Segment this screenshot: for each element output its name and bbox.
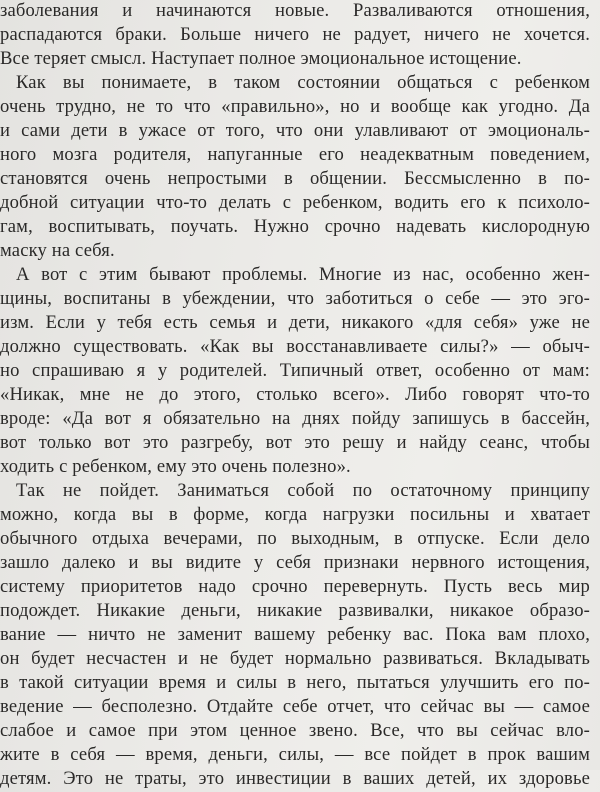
text-line: зашло далеко и вы видите у себя признаки нервного истощения, xyxy=(0,552,590,573)
text-line: Все теряет смысл. Наступает полное эмоциональное истощение. xyxy=(0,48,522,69)
text-line: изм. Если у тебя есть семья и дети, никакого «для себя» уже не xyxy=(0,312,590,333)
text-line: ведение — бесполезно. Отдайте себе отчет, что сейчас вы — самое xyxy=(0,696,590,717)
text-line: в такой ситуации время и силы в него, пытаться улучшить его по- xyxy=(0,672,590,693)
text-line: но спрашиваю я у родителей. Типичный ответ, особенно от мам: xyxy=(0,360,590,381)
text-line: Как вы понимаете, в таком состоянии общаться с ребенком xyxy=(16,72,590,93)
text-line: ного мозга родителя, напуганные его неадекватным поведением, xyxy=(0,144,590,165)
text-line: щины, воспитаны в убеждении, что заботиться о себе — это эго- xyxy=(0,288,590,309)
text-line: должно существовать. «Как вы восстанавливаете силы?» — обыч- xyxy=(0,336,590,357)
text-line: А вот с этим бывают проблемы. Многие из нас, особенно жен- xyxy=(16,264,590,285)
text-line: вот только вот это разгребу, вот это решу и найду сеанс, чтобы xyxy=(0,432,590,453)
text-line: можно, когда вы в форме, когда нагрузки посильны и хватает xyxy=(0,504,590,525)
text-line: гам, воспитывать, поучать. Нужно срочно надевать кислородную xyxy=(0,216,590,237)
text-line: вроде: «Да вот я обязательно на днях пойду запишусь в бассейн, xyxy=(0,408,590,429)
text-line: он будет несчастен и не будет нормально развиваться. Вкладывать xyxy=(0,648,590,669)
text-line: «Никак, мне не до этого, столько всего». Либо говорят что-то xyxy=(0,384,590,405)
text-line: подождет. Никакие деньги, никакие развивалки, никакое образо- xyxy=(0,600,590,621)
text-line: жите в себя — время, деньги, силы, — все пойдет в прок вашим xyxy=(0,744,590,765)
text-line: слабое и самое при этом ценное звено. Все, что вы сейчас вло- xyxy=(0,720,590,741)
text-line: маску на себя. xyxy=(0,240,115,261)
text-line: Так не пойдет. Заниматься собой по остаточному принципу xyxy=(16,480,590,501)
text-line: и сами дети в ужасе от того, что они улавливают от эмоциональ- xyxy=(0,120,590,141)
text-line: очень трудно, не то что «правильно», но и вообще как угодно. Да xyxy=(0,96,590,117)
text-line: распадаются браки. Больше ничего не радует, ничего не хочется. xyxy=(0,24,590,45)
text-line: обычного отдыха вечерами, по выходным, в отпуске. Если дело xyxy=(0,528,590,549)
text-line: ходить с ребенком, ему это очень полезно». xyxy=(0,456,351,477)
text-line: заболевания и начинаются новые. Разваливаются отношения, xyxy=(0,0,590,21)
text-line: детям. Это не траты, это инвестиции в ваших детей, их здоровье xyxy=(0,768,590,789)
text-line: добной ситуации что-то делать с ребенком, водить его к психоло- xyxy=(0,192,590,213)
text-line: вание — ничто не заменит вашему ребенку вас. Пока вам плохо, xyxy=(0,624,590,645)
text-line: становятся очень непростыми в общении. Бессмысленно в по- xyxy=(0,168,590,189)
text-line: систему приоритетов надо срочно перевернуть. Пусть весь мир xyxy=(0,576,590,597)
